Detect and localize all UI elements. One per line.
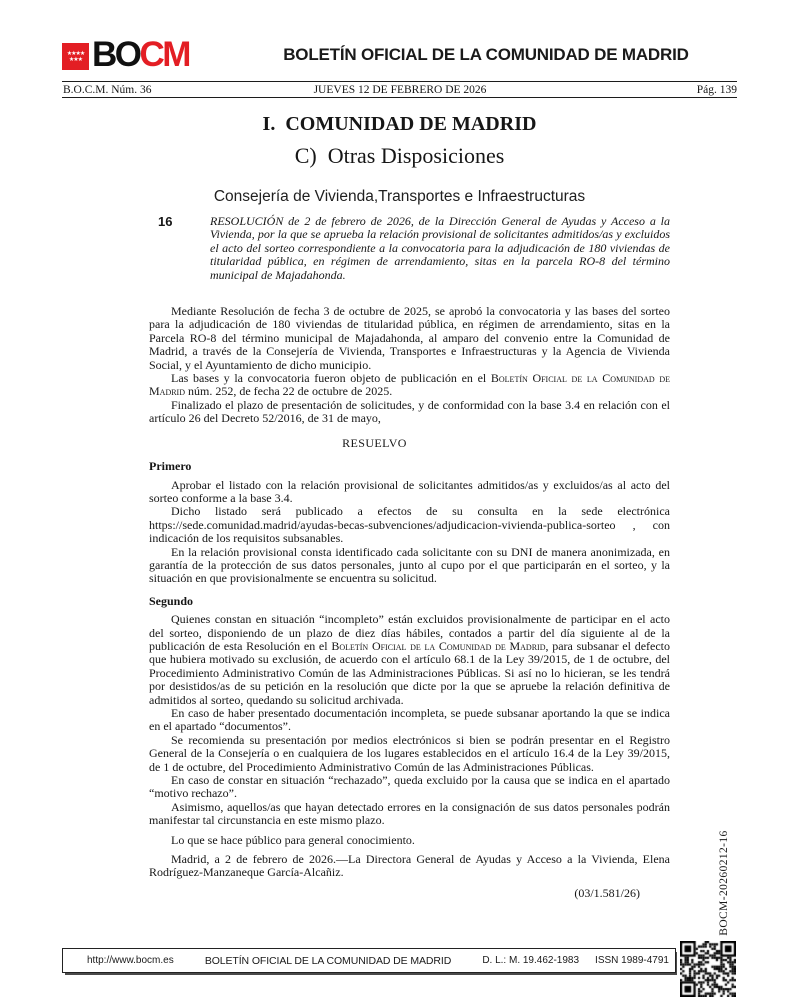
page-number: Pág. 139 bbox=[696, 83, 737, 96]
item-header bbox=[149, 215, 670, 282]
header-rule-top bbox=[62, 81, 737, 82]
paragraph-3: Finalizado el plazo de presentación de solicitudes, y de conformidad con la base 3.4 en relación con el artículo 26 del Decreto 52/2016, de 31 de mayo, bbox=[149, 397, 670, 426]
header-meta-row bbox=[63, 84, 737, 96]
paragraph-7-post: , para subsanar el defecto que hubiera motivado su exclusión, de acuerdo con el artículo 68.1 de la Ley 39/2015, de 1 de octubre, del Procedimiento Administrativo Común de las Administraciones Públicas. Si así no lo hicieran, se les tendrá por desistidos/as de su petición en la resolución que dicte por la que se apruebe la relación definitiva de admitidos al sorteo, quedando su solicitud archivada. bbox=[149, 638, 671, 707]
paragraph-7 bbox=[149, 613, 670, 707]
heading-primero: Primero bbox=[149, 459, 192, 474]
paragraph-2-pre: Las bases y la convocatoria fueron objeto de publicación en el bbox=[171, 371, 491, 386]
paragraph-2-smallcaps: Boletín Oficial de la Comunidad de Madrid bbox=[149, 371, 670, 399]
paragraph-7-smallcaps: Boletín Oficial de la Comunidad de Madrid bbox=[331, 638, 546, 653]
publication-date: JUEVES 12 DE FEBRERO DE 2026 bbox=[313, 83, 487, 96]
department-title: Consejería de Vivienda,Transportes e Infraestructuras bbox=[213, 188, 586, 205]
footer-legal bbox=[482, 955, 669, 966]
paragraph-10: En caso de constar en situación “rechazado”, queda excluido por la causa que se indica en el apartado “motivo rechazo”. bbox=[149, 773, 670, 801]
resolution-summary: RESOLUCIÓN de 2 de febrero de 2026, de la Dirección General de Ayudas y Acceso a la Vivienda, por la que se aprueba la relación provisional de solicitantes admitidos/as y excluidos el acto del sorteo correspondiente a la convocatoria para la adjudicación de 180 viviendas de titularidad pública, en régimen de arrendamiento, sitas en la parcela RO-8 del término municipal de Majadahonda. bbox=[210, 214, 670, 282]
paragraph-2 bbox=[149, 372, 670, 399]
item-number: 16 bbox=[158, 214, 173, 229]
paragraph-5-pre: Dicho listado será publicado a efectos de su consulta en la sede electrónica bbox=[171, 504, 670, 519]
footer-bulletin-title: BOLETÍN OFICIAL DE LA COMUNIDAD DE MADRID bbox=[204, 954, 452, 967]
qr-code bbox=[680, 941, 736, 997]
flag-stars-row1: ★★★★ bbox=[66, 50, 85, 57]
paragraph-7-pre: Quienes constan en situación “incompleto” están excluidos provisionalmente de participar en el acto del sorteo, disponiendo de un plazo de diez días hábiles, contados a partir del día siguiente al de la publicación de esta Resolución en el bbox=[149, 612, 670, 653]
signature-paragraph: Madrid, a 2 de febrero de 2026.—La Directora General de Ayudas y Acceso a la Vivienda, Elena Rodríguez-Manzaneque García-Alcañiz. bbox=[149, 852, 670, 880]
resuelvo-block bbox=[149, 437, 670, 450]
deposito-legal: D. L.: M. 19.462-1983 bbox=[482, 955, 580, 966]
document-code-vertical: BOCM-20260212-16 bbox=[718, 830, 730, 936]
subsection-title: C) Otras Disposiciones bbox=[294, 143, 505, 168]
page-footer bbox=[62, 948, 676, 973]
logo-bo: BO bbox=[92, 35, 140, 74]
sede-electronica-link[interactable]: https://sede.comunidad.madrid/ayudas-becas-subvenciones/adjudicacion-vivienda-publica-sorteo bbox=[149, 517, 616, 532]
insertion-reference: (03/1.581/26) bbox=[574, 885, 640, 900]
bocm-url-link[interactable]: http://www.bocm.es bbox=[87, 955, 174, 966]
issn: ISSN 1989-4791 bbox=[595, 955, 669, 966]
section-title: I. COMUNIDAD DE MADRID bbox=[262, 113, 537, 135]
paragraph-9: Se recomienda su presentación por medios electrónicos si bien se podrán presentar en el Registro General de la Consejería o en cualquiera de los lugares establecidos en el artículo 16.4 de la Ley 39/2015, de 1 de octubre, del Procedimiento Administrativo Común de las Administraciones Públicas. bbox=[149, 732, 670, 774]
paragraph-8: En caso de haber presentado documentación incompleta, se puede subsanar aportando la que se indica en el apartado “documentos”. bbox=[149, 706, 670, 734]
paragraph-5 bbox=[149, 505, 670, 545]
bocm-logo-text bbox=[92, 35, 189, 74]
paragraph-6: En la relación provisional consta identificado cada solicitante con su DNI de manera anonimizada, en garantía de la protección de sus datos personales, junto al cupo por el que participarán en el sorteo, y la situación en que provisionalmente se encuentra su solicitud. bbox=[149, 544, 670, 586]
bulletin-title: BOLETÍN OFICIAL DE LA COMUNIDAD DE MADRID bbox=[283, 45, 689, 64]
paragraph-4: Aprobar el listado con la relación provisional de solicitantes admitidos/as y excluidos/as al acto del sorteo conforme a la base 3.4. bbox=[149, 477, 670, 505]
header-rule-bottom bbox=[62, 97, 737, 98]
paragraph-12: Lo que se hace público para general conocimiento. bbox=[171, 832, 415, 847]
madrid-flag-icon bbox=[62, 43, 89, 70]
page-header bbox=[62, 36, 737, 74]
paragraph-2-post: núm. 252, de fecha 22 de octubre de 2025. bbox=[185, 384, 393, 399]
bocm-logo bbox=[62, 35, 189, 74]
document-body bbox=[149, 215, 670, 900]
flag-stars-row2: ★★★ bbox=[68, 56, 83, 63]
paragraph-5-post: , con indicación de los requisitos subsanables. bbox=[149, 517, 670, 546]
resuelvo-heading: RESUELVO bbox=[342, 435, 407, 450]
issue-number: B.O.C.M. Núm. 36 bbox=[63, 83, 152, 96]
logo-cm: CM bbox=[139, 35, 189, 74]
paragraph-1: Mediante Resolución de fecha 3 de octubre de 2025, se aprobó la convocatoria y las bases del sorteo para la adjudicación de 180 viviendas de titularidad pública, en régimen de arrendamiento, sitas en la Parcela RO-8 del término municipal de Majadahonda, al amparo del convenio entre la Comunidad de Madrid, a través de la Consejería de Vivienda, Transportes e Infraestructuras y la Agencia de Vivienda Social, y el Ayuntamiento de dicho municipio. bbox=[149, 304, 670, 372]
heading-segundo: Segundo bbox=[149, 593, 194, 608]
paragraph-11: Asimismo, aquellos/as que hayan detectado errores en la consignación de sus datos personales podrán manifestar tal circunstancia en este mismo plazo. bbox=[149, 799, 670, 828]
